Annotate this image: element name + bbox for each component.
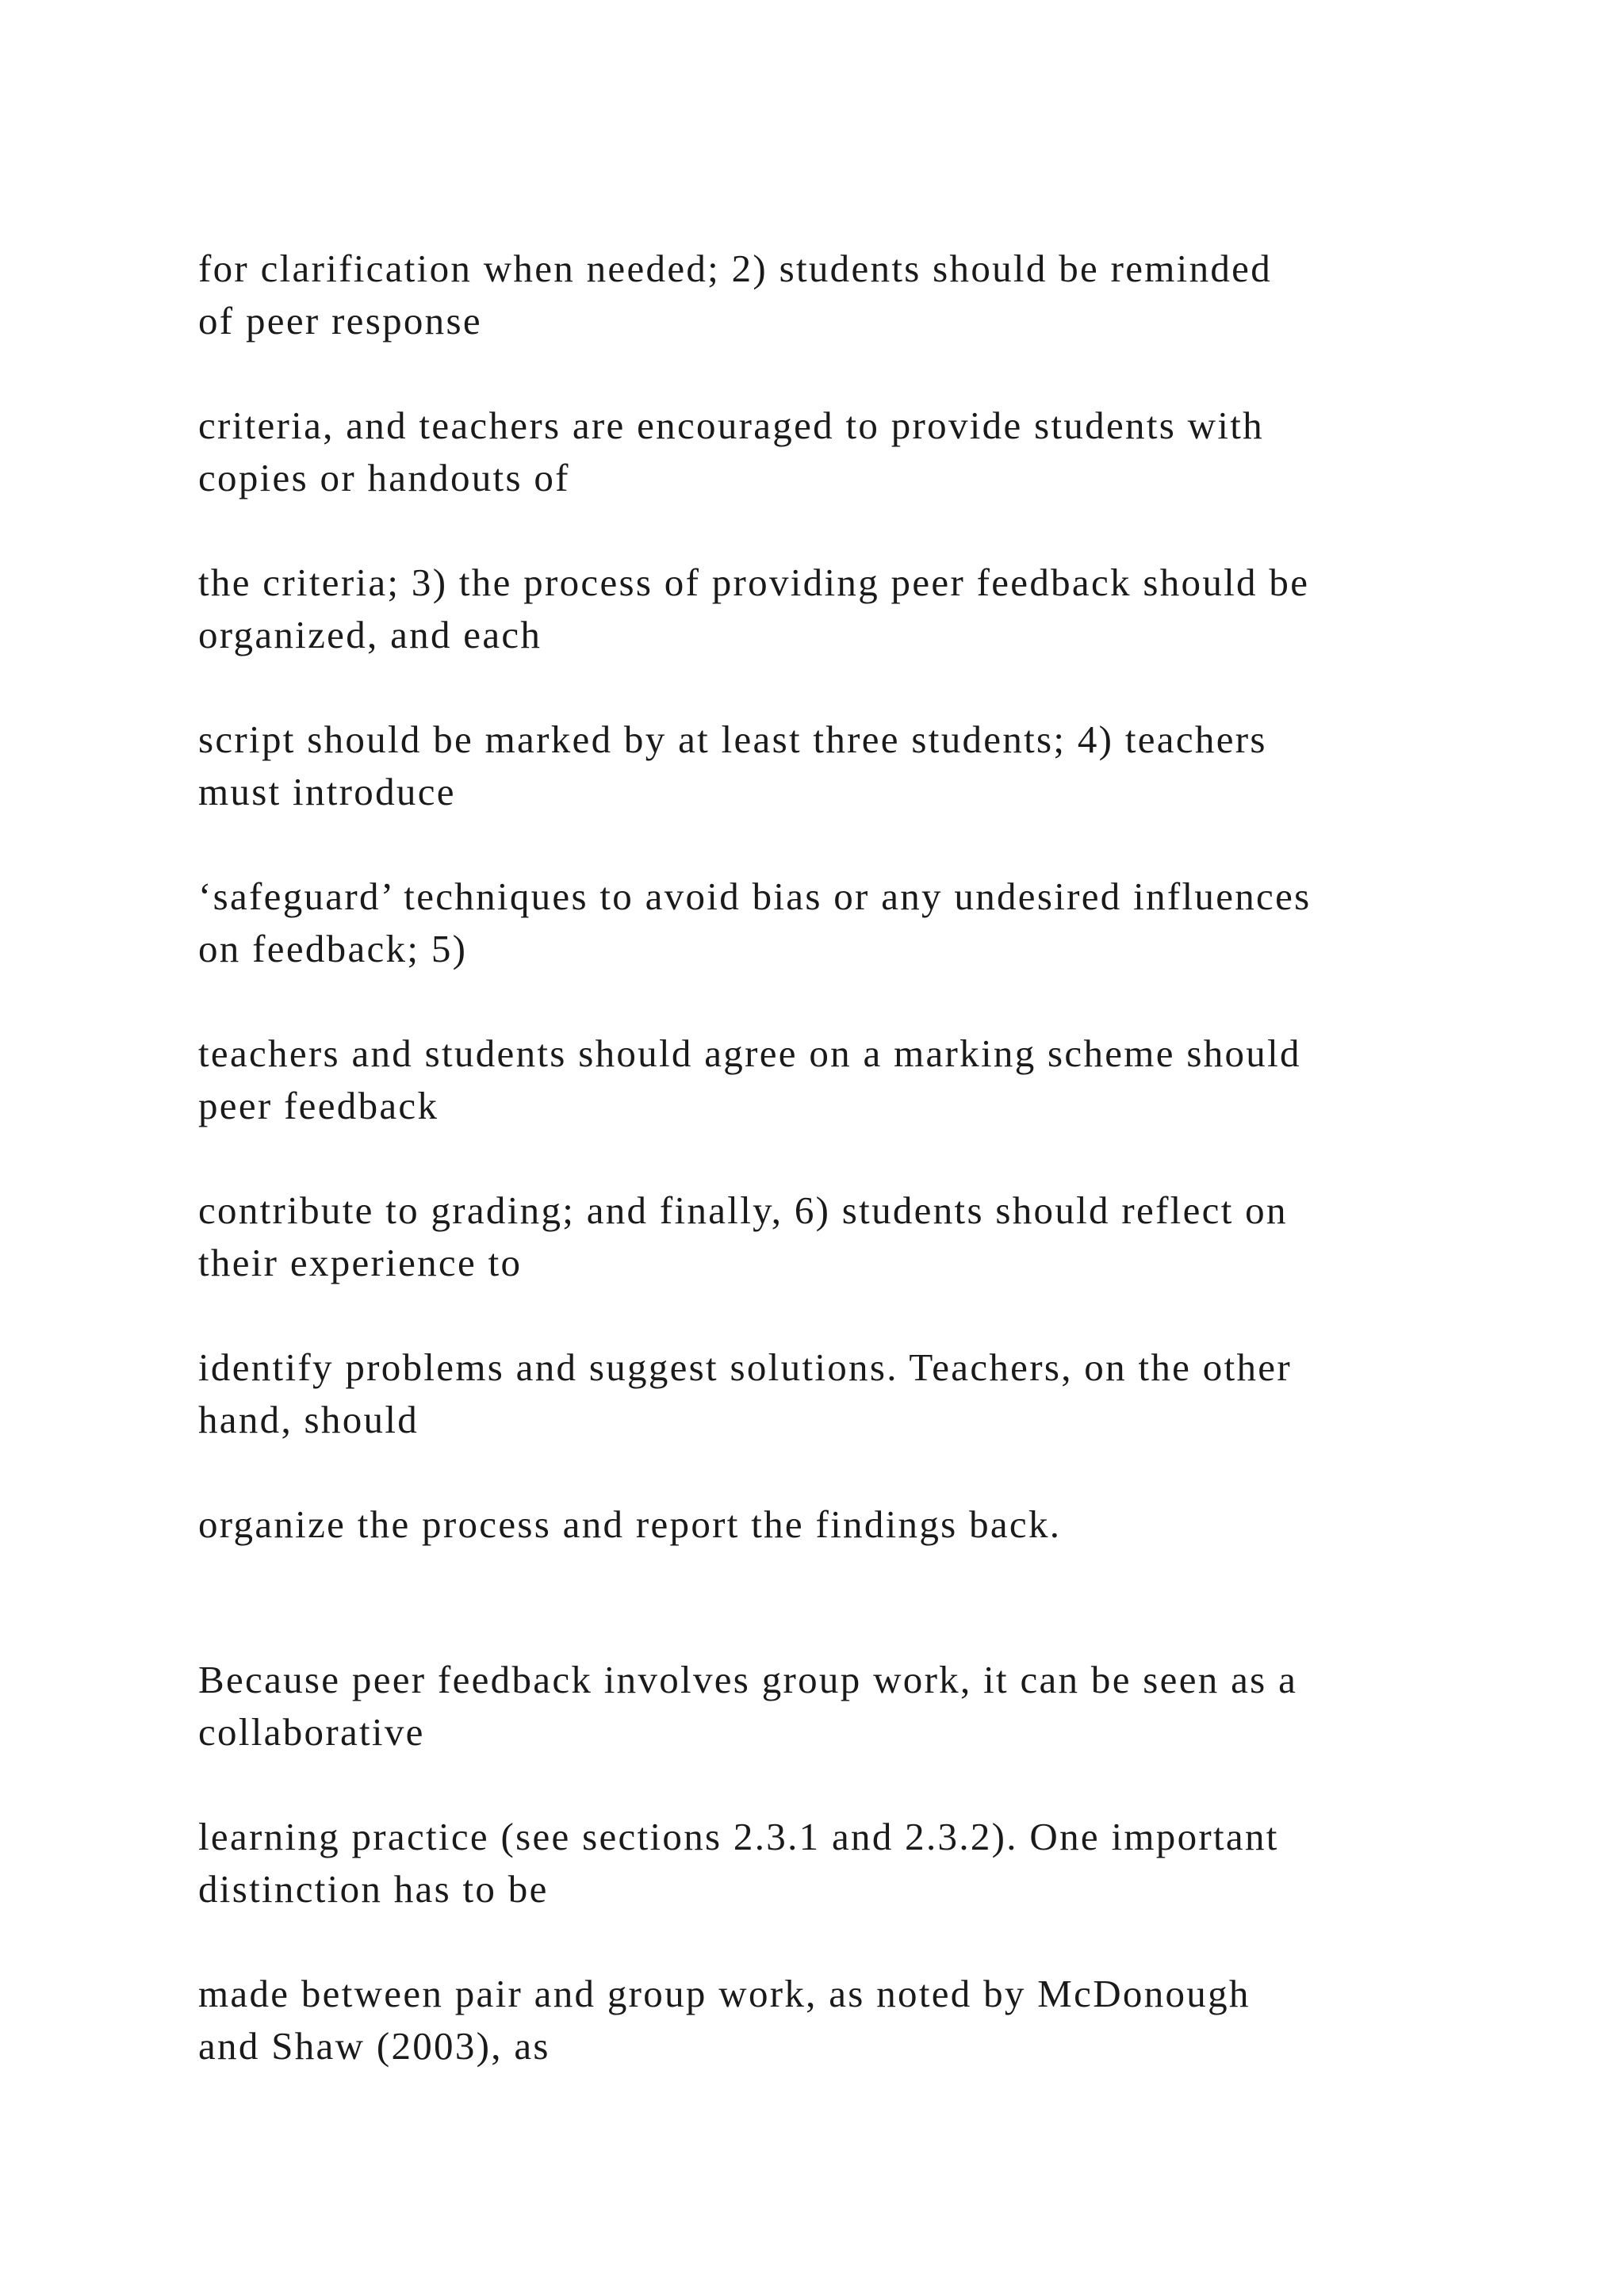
text-block	[198, 243, 1515, 347]
text-block	[198, 1498, 1515, 1551]
text-block	[198, 871, 1515, 975]
text-line: teachers and students should agree on a marking scheme should	[198, 1031, 1301, 1075]
text-line: collaborative	[198, 1710, 425, 1754]
text-line: organize the process and report the findings back.	[198, 1502, 1062, 1546]
text-line: script should be marked by at least three students; 4) teachers	[198, 718, 1267, 761]
text-line: made between pair and group work, as noted by McDonough	[198, 1972, 1251, 2015]
text-block	[198, 400, 1515, 504]
text-line: for clarification when needed; 2) students should be reminded	[198, 247, 1273, 290]
text-line: contribute to grading; and finally, 6) students should reflect on	[198, 1188, 1288, 1232]
text-line: must introduce	[198, 770, 456, 813]
text-line: learning practice (see sections 2.3.1 and 2.3.2). One important	[198, 1815, 1279, 1858]
text-line: their experience to	[198, 1241, 523, 1284]
text-line: copies or handouts of	[198, 456, 570, 499]
text-block	[198, 557, 1515, 661]
text-line: of peer response	[198, 299, 482, 342]
text-block	[198, 714, 1515, 818]
text-line: and Shaw (2003), as	[198, 2024, 550, 2068]
text-line: identify problems and suggest solutions. Teachers, on the other	[198, 1345, 1292, 1389]
text-line: peer feedback	[198, 1084, 439, 1127]
text-line: hand, should	[198, 1398, 419, 1441]
text-block	[198, 1184, 1515, 1289]
text-block	[198, 1341, 1515, 1446]
text-block	[198, 1654, 1515, 1758]
text-line: organized, and each	[198, 613, 542, 656]
text-line: the criteria; 3) the process of providing peer feedback should be	[198, 561, 1310, 604]
text-line: on feedback; 5)	[198, 927, 468, 970]
text-block	[198, 1968, 1515, 2072]
text-line: ‘safeguard’ techniques to avoid bias or any undesired influences	[198, 874, 1312, 918]
text-line: distinction has to be	[198, 1867, 549, 1911]
text-block	[198, 1027, 1515, 1132]
document-page	[198, 243, 1515, 2072]
text-line: Because peer feedback involves group work, it can be seen as a	[198, 1658, 1298, 1701]
text-line: criteria, and teachers are encouraged to provide students with	[198, 404, 1264, 447]
text-block	[198, 1811, 1515, 1915]
